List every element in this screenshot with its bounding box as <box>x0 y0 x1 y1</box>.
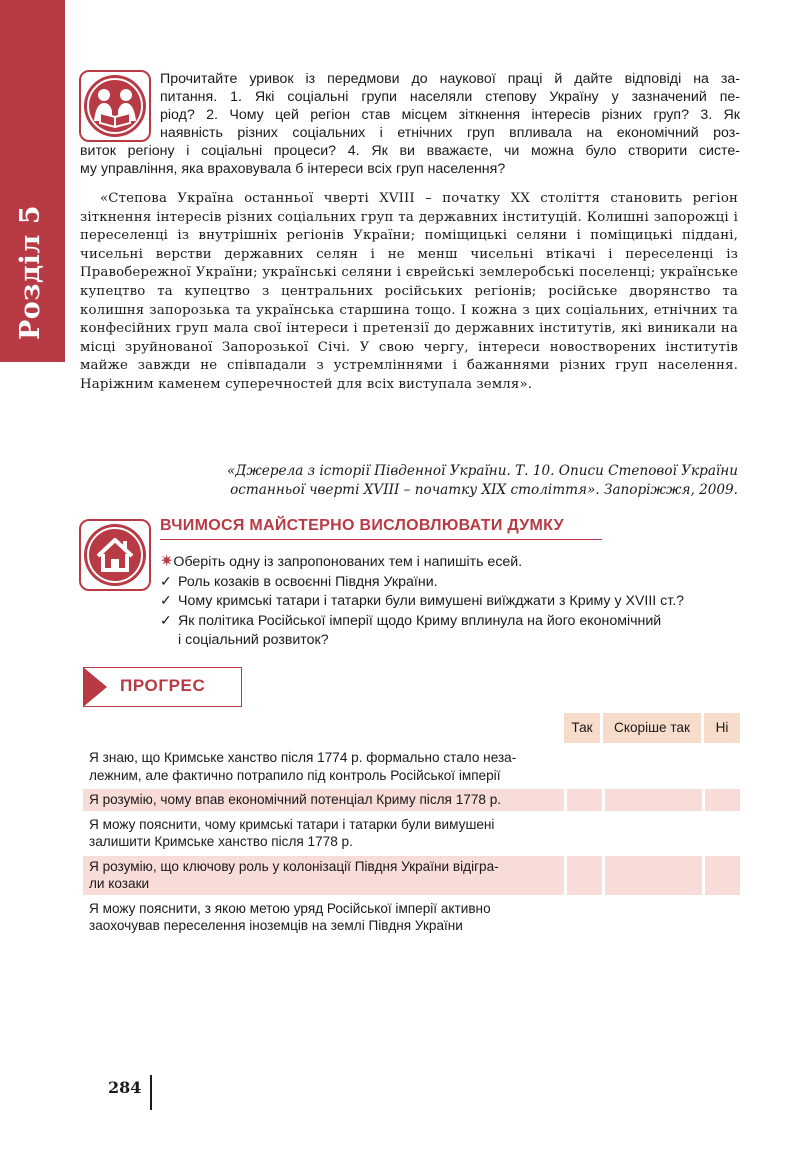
cell-no[interactable] <box>705 789 740 811</box>
row-text: Я можу пояснити, з якою метою уряд Російської імперії активно <box>89 900 491 916</box>
cell-rather-yes[interactable] <box>605 789 701 811</box>
cell-no[interactable] <box>705 814 740 853</box>
arrow-right-icon <box>83 667 107 707</box>
column-header-rather-yes: Скоріше так <box>603 713 701 743</box>
progress-title: ПРОГРЕС <box>120 676 206 695</box>
row-text: Я розумію, чому впав економічний потенціал Криму після 1778 р. <box>89 792 502 807</box>
essay-task <box>160 552 750 651</box>
cell-no[interactable] <box>705 747 740 786</box>
cell-rather-yes[interactable] <box>605 747 701 786</box>
home-icon <box>82 522 148 588</box>
table-row <box>83 856 740 895</box>
column-header-no: Ні <box>704 713 740 743</box>
row-text: лежним, але фактично потрапило під контроль Російської імперії <box>89 767 501 783</box>
row-text: Я можу пояснити, чому кримські татари і татарки були вимушені <box>89 816 495 832</box>
checkmark-icon: ✓ <box>160 612 172 629</box>
source-line: останньої чверті XVIII – початку XIX століття». Запоріжжя, 2009. <box>230 482 738 498</box>
essay-topic: Як політика Російської імперії щодо Криму вплинула на його економічний <box>178 612 662 629</box>
task-questions <box>80 70 740 178</box>
row-text: заохочував переселення іноземців на землі Півдня України <box>89 918 463 933</box>
checkmark-icon: ✓ <box>160 573 172 590</box>
cell-rather-yes[interactable] <box>605 814 701 853</box>
cell-yes[interactable] <box>567 747 602 786</box>
task-line: Прочитайте уривок із передмови до наукової праці й дайте відповіді на за- <box>160 71 740 87</box>
row-text: Я знаю, що Кримське ханство після 1774 р. формально стало неза- <box>89 750 517 765</box>
progress-table <box>83 713 740 940</box>
essay-topic: Чому кримські татари і татарки були вимушені виїжджати з Криму у XVIII ст.? <box>178 593 685 609</box>
checkmark-icon: ✓ <box>160 593 172 609</box>
cell-yes[interactable] <box>567 789 602 811</box>
row-text: залишити Кримське ханство після 1778 р. <box>89 834 353 849</box>
table-row <box>83 814 740 853</box>
table-row <box>83 789 740 811</box>
task-line: питання. 1. Які соціальні групи населяли степову Україну у зазначений пе- <box>160 89 740 105</box>
quote-source <box>80 462 738 500</box>
source-line: «Джерела з історії Південної України. Т. 10. Описи Степової України <box>226 463 738 479</box>
column-header-yes: Так <box>564 713 600 743</box>
task-line: наявність різних соціальних і етнічних груп впливала на економічний роз- <box>160 125 740 141</box>
table-row <box>83 747 740 786</box>
table-row <box>83 898 740 937</box>
reading-people-icon <box>82 73 148 139</box>
page-number: 284 <box>108 1078 142 1097</box>
cell-rather-yes[interactable] <box>605 898 701 937</box>
task-line: виток регіону і соціальні процеси? 4. Як ви вважаєте, чи можна було створити систе- <box>80 143 740 159</box>
cell-yes[interactable] <box>567 856 602 895</box>
table-header <box>83 713 740 743</box>
cell-rather-yes[interactable] <box>605 856 701 895</box>
asterisk-icon: ✷ <box>160 553 174 570</box>
chapter-label: Розділ 5 <box>15 204 46 340</box>
cell-yes[interactable] <box>567 898 602 937</box>
essay-topic: Роль козаків в освоєнні Півдня України. <box>178 573 438 590</box>
essay-topic-continuation: і соціальний розвиток? <box>178 632 329 648</box>
essay-intro: Оберіть одну із запропонованих тем і напишіть есей. <box>173 554 523 570</box>
task-line: му управління, яка враховувала б інтереси всіх груп населення? <box>80 161 506 177</box>
cell-yes[interactable] <box>567 814 602 853</box>
page-divider <box>150 1075 152 1110</box>
essay-section-title: ВЧИМОСЯ МАЙСТЕРНО ВИСЛОВЛЮВАТИ ДУМКУ <box>160 517 602 540</box>
task-line: ріод? 2. Чому цей регіон став місцем зіткнення інтересів різних груп? 3. Як <box>160 107 740 123</box>
row-text: Я розумію, що ключову роль у колонізації Півдня України відігра- <box>89 858 499 874</box>
cell-no[interactable] <box>705 856 740 895</box>
source-quote: «Степова Україна останньої чверті XVIII – початку XX століття становить регіон зіткнення інтересів різних соціальних груп та державних інституцій. Колишні запорожці і переселенці із внутрішніх регіонів України; поміщицькі селяни і поміщицькі піддані, чисельні верстви державних селян і не менш чисельні втікачі і переселенці із Правобережної України; українські селяни і єврейські землеробські поселенці; українське купецтво та купецтво з центральних російських регіонів; російське дворянство та колишня запорозька та українська старшина тощо. І кожна з цих соціальних, етнічних та конфесійних груп мала свої інтереси і претензії до державних інститутів, які виникали на місці зруйнованої Запорозької Січі. У свою чергу, інтереси новостворених інститутів майже завжди не співпадали з устремліннями і бажаннями різних груп населення. Наріжним каменем суперечностей для всіх виступала земля». <box>80 191 738 392</box>
cell-no[interactable] <box>705 898 740 937</box>
row-text: ли козаки <box>89 876 150 891</box>
